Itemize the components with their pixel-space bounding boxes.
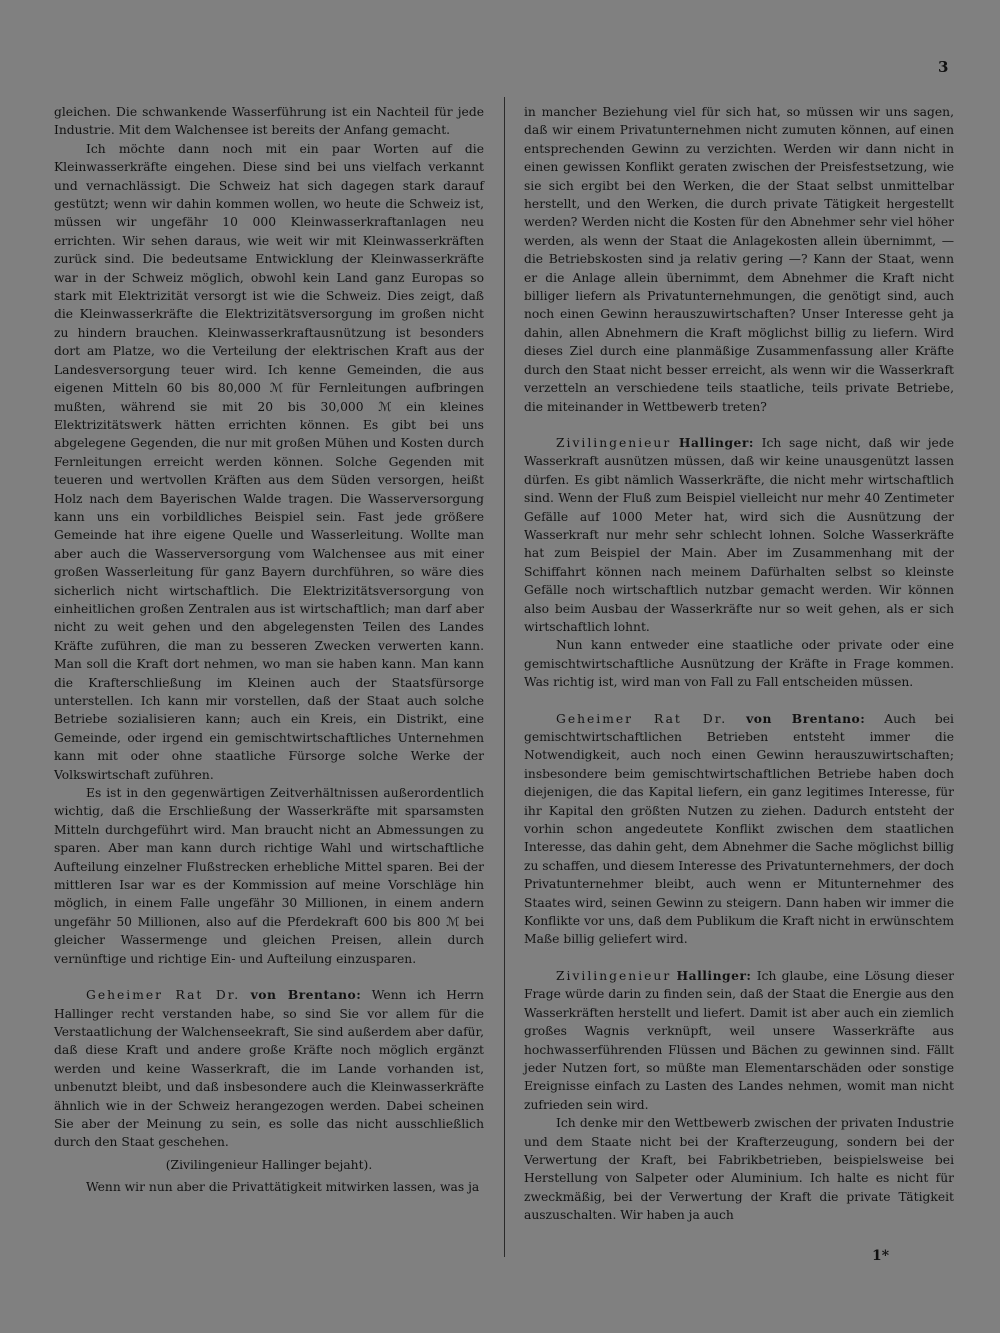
paragraph: Wenn wir nun aber die Privattätigkeit mitwirken lassen, was ja: [86, 1180, 480, 1195]
paragraph: in mancher Beziehung viel für sich hat, so müssen wir uns sagen, daß wir einem Privatunternehmen nicht zumuten können, auf einen entsprechenden Gewinn zu verzichten. Werden wir dann nicht in einen gewissen Konflikt geraten zwischen der Preisfestsetzung, wie sie sich ergibt bei den Werken, die der Staat selbst unmittelbar herstellt, und den Werken, die durch private Tätigkeit hergestellt werden? Werden nicht die Kosten für den Abnehmer sehr viel höher werden, als wenn der Staat die Anlagekosten allein übernimmt, — die Betriebskosten sind ja relativ gering —? Kann der Staat, wenn er die Anlage allein übernimmt, dem Abnehmer die Kraft nicht billiger liefern als Privatunternehmungen, die genötigt sind, auch noch einen Gewinn herauszuwirtschaften? Unser Interesse geht ja dahin, allen Abnehmern die Kraft möglichst billig zu liefern. Wird dieses Ziel durch eine planmäßige Zusammenfassung aller Kräfte durch den Staat nicht besser erreicht, als wenn wir die Wasserkraft verzetteln an verschiedene teils staatliche, teils private Betriebe, die miteinander in Wettbewerb treten?: [524, 105, 954, 414]
speaker-title: Zivilingenieur: [556, 435, 672, 450]
speaker-title: Geheimer Rat Dr.: [556, 711, 728, 726]
paragraph: Es ist in den gegenwärtigen Zeitverhältnissen außerordentlich wichtig, daß die Erschließung der Wasserkräfte mit sparsamsten Mitteln durchgeführt wird. Man braucht nicht an Abmessungen zu sparen. Aber man kann durch richtige Wahl und wirtschaftliche Aufteilung einzelner Flußstrecken erhebliche Mittel sparen. Bei der mittleren Isar war es der Kommission auf meine Vorschläge hin möglich, in einem Falle ungefähr 30 Millionen, in einem andern ungefähr 50 Millionen, also auf die Pferdekraft 600 bis 800 ℳ bei gleicher Wassermenge und gleichen Preisen, allein durch vernünftige und richtige Ein- und Aufteilung einzusparen.: [54, 786, 484, 966]
signature-mark: 1*: [872, 1248, 890, 1264]
speech-paragraph: [54, 986, 484, 1152]
speaker-title: Geheimer Rat Dr.: [86, 988, 241, 1003]
speech-paragraph: [524, 710, 954, 949]
speech-paragraph: [524, 434, 954, 636]
column-divider: [504, 97, 505, 1257]
speech-paragraph: [524, 967, 954, 1114]
speech-text: Ich glaube, eine Lösung dieser Frage würde darin zu finden sein, daß der Staat die Energie aus den Wasserkräften herstellt und liefert. Damit ist aber auch ein ziemlich großes Wagnis verknüpft, weil unsere Wasserkräfte aus hochwasserführenden Flüssen und Bächen zu gewinnen sind. Fällt jeder Nutzen fort, so müßte man Elementarschäden oder sonstige Ereignisse einfach zu Lasten des Landes nehmen, womit man nicht zufrieden sein wird.: [524, 968, 954, 1112]
speech-text: Auch bei gemischtwirtschaftlichen Betrieben entsteht immer die Notwendigkeit, auch noch einen Gewinn herauszuwirtschaften; insbesondere beim gemischtwirtschaftlichen Betriebe haben doch diejenigen, die das Kapital liefern, ein ganz legitimes Interesse, für ihr Kapital den größten Nutzen zu ziehen. Dadurch entsteht der vorhin schon angedeutete Konflikt zwischen dem staatlichen Interesse, das dahin geht, dem Abnehmer die Sache möglichst billig zu schaffen, und diesem Interesse des Privatunternehmers, der doch Privatunternehmer bleibt, auch wenn er Mitunternehmer des Staates wird, seinen Gewinn zu steigern. Dann haben wir immer die Konflikte vor uns, daß dem Publikum die Kraft nicht in erwünschtem Maße billig geliefert wird.: [524, 711, 955, 947]
stage-direction: (Zivilingenieur Hallinger bejaht).: [165, 1157, 373, 1172]
speaker-name: Hallinger:: [678, 434, 754, 450]
speech-text: Wenn ich Herrn Hallinger recht verstanden habe, so sind Sie vor allem für die Verstaatlichung der Walchenseekraft, Sie sind außerdem aber dafür, daß diese Kraft und andere große Kräfte noch möglich ergänzt werden und keine Wasserkraft, die im Lande vorhanden ist, unbenutzt bleibt, und daß insbesondere auch die Kleinwasserkräfte ähnlich wie in der Schweiz herangezogen werden. Dabei scheinen Sie aber der Meinung zu sein, es solle das nicht ausschließlich durch den Staat geschehen.: [54, 988, 484, 1150]
paragraph: Ich denke mir den Wettbewerb zwischen der privaten Industrie und dem Staate nicht bei der Krafterzeugung, sondern bei der Verwertung der Kraft, bei Fabrikbetrieben, beispielsweise bei Herstellung von Salpeter oder Aluminium. Ich halte es nicht für zweckmäßig, bei der Verwertung der Kraft die private Tätigkeit auszuschalten. Wir haben ja auch: [524, 1116, 954, 1223]
speech-text: Ich sage nicht, daß wir jede Wasserkraft ausnützen müssen, daß wir keine unausgenützt lassen dürfen. Es gibt nämlich Wasserkräfte, die nicht mehr wirtschaftlich sind. Wenn der Fluß zum Beispiel vielleicht nur mehr 40 Zentimeter Gefälle auf 1000 Meter hat, wird sich die Ausnützung der Wasserkraft nur mehr sehr schlecht lohnen. Solche Wasserkräfte hat zum Beispiel der Main. Aber im Zusammenhang mit der Schiffahrt können nach meinem Dafürhalten selbst so kleinste Gefälle noch wirtschaftlich nutzbar gemacht werden. Wir können also beim Ausbau der Wasserkräfte nur so weit gehen, als er sich wirtschaftlich lohnt.: [524, 435, 954, 634]
speaker-name: von Brentano:: [250, 987, 362, 1003]
speaker-title: Zivilingenieur: [556, 968, 672, 983]
speaker-name: von Brentano:: [746, 710, 866, 726]
paragraph: gleichen. Die schwankende Wasserführung ist ein Nachteil für jede Industrie. Mit dem Walchensee ist bereits der Anfang gemacht.: [54, 105, 484, 138]
left-column: [54, 103, 484, 1197]
right-column: [524, 103, 954, 1225]
paragraph: Ich möchte dann noch mit ein paar Worten auf die Kleinwasserkräfte eingehen. Diese sind bei uns vielfach verkannt und vernachlässigt. Die Schweiz hat sich dagegen stark darauf gestützt; wenn wir dahin kommen wollen, wo heute die Schweiz ist, müssen wir ungefähr 10 000 Kleinwasserkraftanlagen neu errichten. Wir sehen daraus, wie weit wir mit Kleinwasserkräften zurück sind. Die bedeutsame Entwicklung der Kleinwasserkräfte war in der Schweiz möglich, obwohl kein Land ganz Europas so stark mit Elektrizität versorgt ist wie die Schweiz. Dies zeigt, daß die Kleinwasserkräfte die Elektrizitätsversorgung im großen nicht zu hindern brauchen. Kleinwasserkraftausnützung ist besonders dort am Platze, wo die Verteilung der elektrischen Kraft aus der Landesversorgung teuer wird. Ich kenne Gemeinden, die aus eigenen Mitteln 60 bis 80,000 ℳ für Fernleitungen aufbringen mußten, während sie mit 20 bis 30,000 ℳ ein kleines Elektrizitätswerk hätten errichten können. Es gibt bei uns abgelegene Gegenden, die nur mit großen Mühen und Kosten durch Fernleitungen erreicht werden können. Solche Gegenden mit teueren und wertvollen Kräften aus dem Süden versorgen, heißt Holz nach dem Bayerischen Walde tragen. Die Wasserversorgung kann uns ein vorbildliches Beispiel sein. Fast jede größere Gemeinde hat ihre eigene Quelle und Wasserleitung. Wollte man aber auch die Wasserversorgung vom Walchensee aus mit einer großen Wasserleitung für ganz Bayern durchführen, so wäre dies sicherlich nicht wirtschaftlich. Die Elektrizitätsversorgung von einheitlichen großen Zentralen aus ist wirtschaftlich; man darf aber nicht zu weit gehen und den abgelegensten Teilen des Landes Kräfte zuführen, die man zu besseren Zwecken verwerten kann. Man soll die Kraft dort nehmen, wo man sie haben kann. Man kann die Krafterschließung im Kleinen auch der Staatsfürsorge unterstellen. Ich kann mir vorstellen, daß der Staat auch solche Betriebe sozialisieren kann; auch ein Kreis, ein Distrikt, eine Gemeinde, oder irgend ein gemischtwirtschaftliches Unternehmen kann mit oder ohne staatliche Fürsorge solche Werke der Volkswirtschaft zuführen.: [54, 141, 484, 782]
speaker-name: Hallinger:: [676, 967, 752, 983]
paragraph: Nun kann entweder eine staatliche oder private oder eine gemischtwirtschaftliche Ausnützung der Kräfte in Frage kommen. Was richtig ist, wird man von Fall zu Fall entscheiden müssen.: [524, 638, 954, 690]
page-number: 3: [938, 58, 949, 76]
